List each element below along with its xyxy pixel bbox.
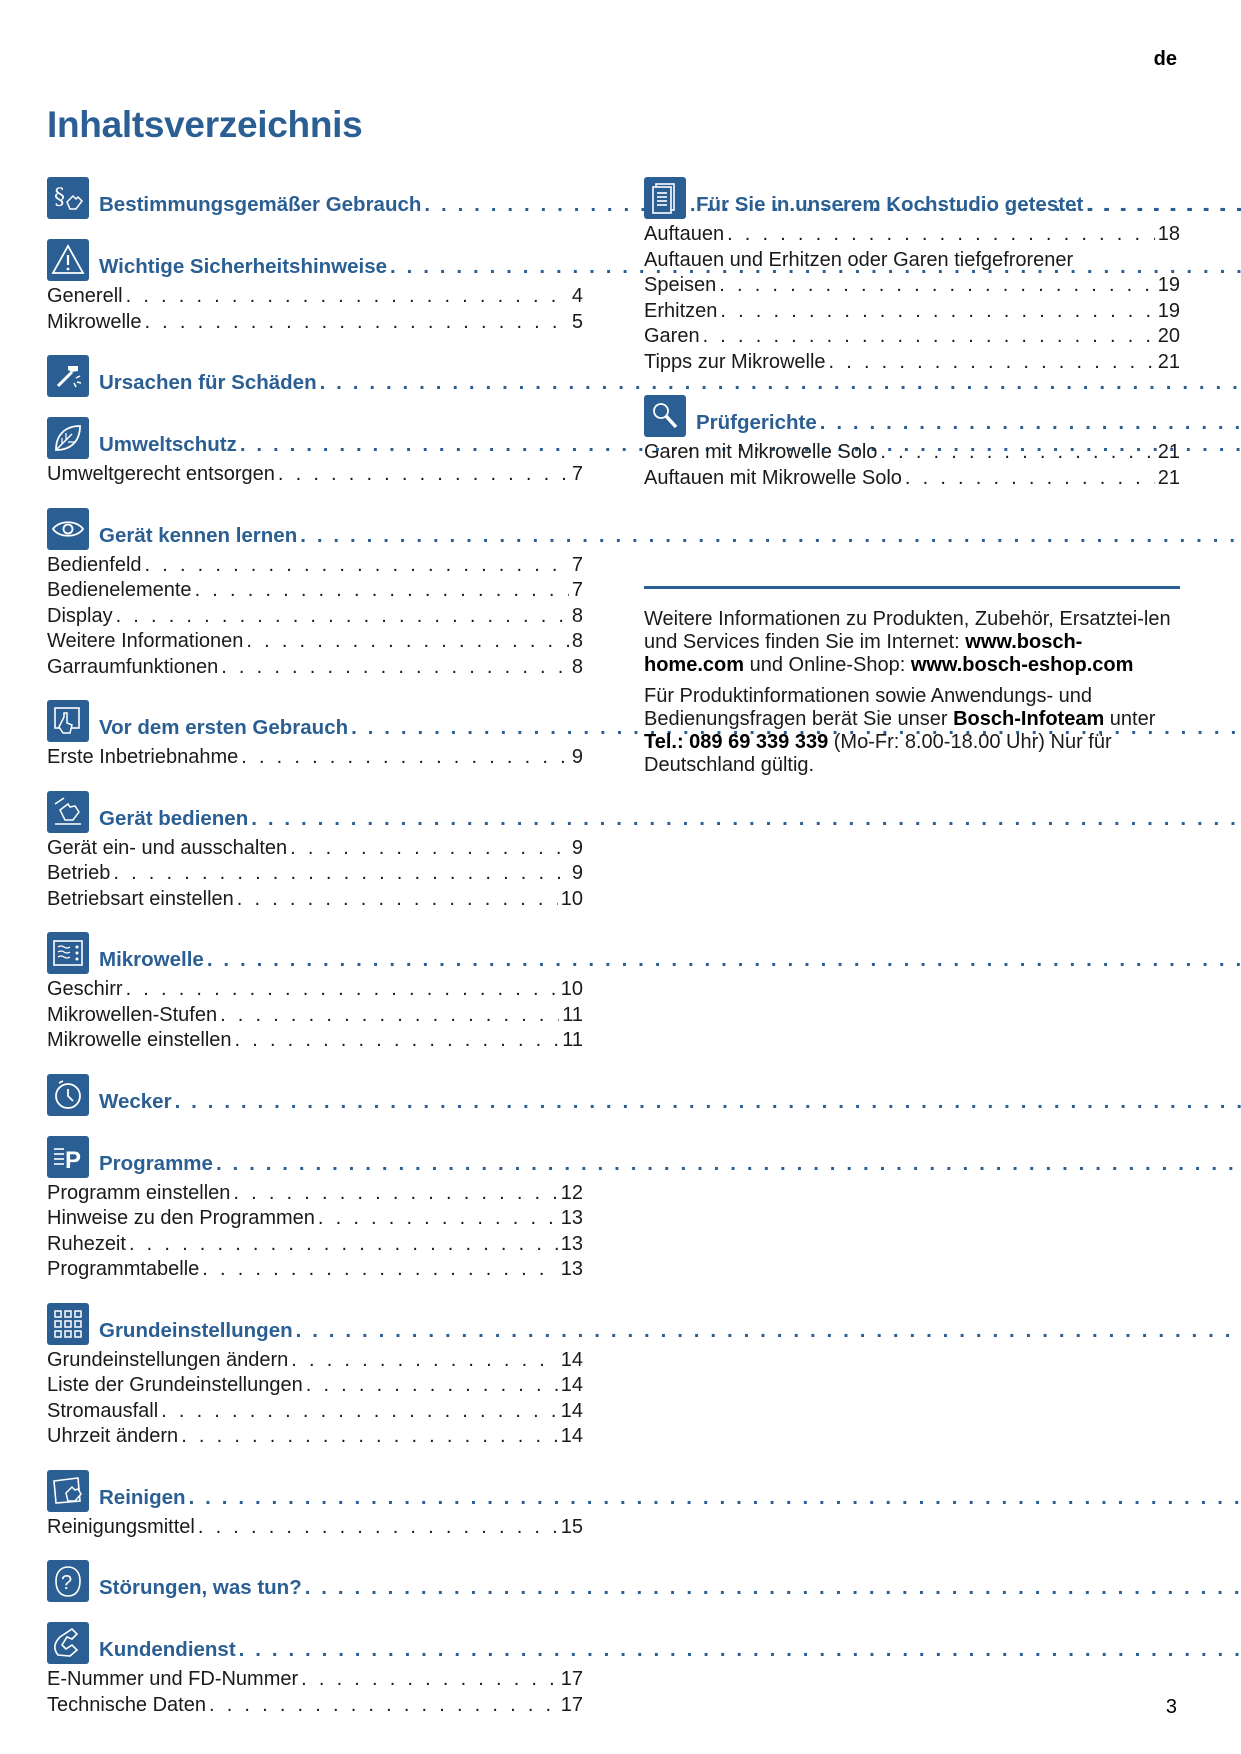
entry-label: Umweltgerecht entsorgen [47,463,275,485]
section-title: Bestimmungsgemäßer Gebrauch [99,193,422,216]
entry-label: Garraumfunktionen [47,655,219,678]
entry-page: 9 [571,862,583,884]
question-icon [47,1560,89,1602]
toc-entry[interactable] [47,578,583,604]
section-heading[interactable] [47,1134,583,1178]
entry-page: 8 [571,630,583,652]
magnifier-icon [644,395,686,437]
toc-entry[interactable]: Erhitzen . . . 19 [644,299,1180,325]
toc-section [47,1072,583,1116]
info-paragraph-hotline: Für Produktinformationen sowie Anwendungs- und Bedienungsfragen berät Sie unser Bosch-Infoteam unter Tel.: 089 69 339 339 (Mo-Fr: 8.00-18.00 Uhr) Nur für Deutschland gültig. [644,685,1156,776]
toc-entry[interactable] [47,553,583,579]
entry-page: 13 [560,1258,583,1280]
entry-page: 13 [560,1207,583,1229]
toc-section [47,1134,583,1283]
toc-section [47,415,583,488]
entry-label: Programmtabelle [47,1258,200,1280]
entry-label: Liste der Grundeinstellungen [47,1374,303,1396]
entry-page: 8 [571,655,583,678]
section-title: Prüfgerichte [696,411,817,434]
toc-entry-line[interactable]: Auftauen und Erhitzen oder Garen tiefgefrorener [644,248,1074,271]
entry-label: Uhrzeit ändern [47,1425,179,1447]
toc-entry[interactable] [47,1424,583,1450]
section-heading[interactable] [47,1301,583,1345]
eye-icon [47,508,89,550]
entry-page: 9 [571,836,583,859]
toc-entry[interactable] [47,1693,583,1719]
toc-section [47,1301,583,1450]
entry-label: Geschirr [47,978,123,1000]
grid-icon [47,1303,89,1345]
microwave-icon [47,932,89,974]
toc-entry[interactable] [47,1206,583,1232]
section-title: Gerät kennen lernen [99,523,298,547]
section-title: Kundendienst [99,1638,236,1661]
entry-label: Betriebsart einstellen [47,887,234,910]
toc-entry[interactable] [47,462,583,488]
toc-section [47,175,583,219]
toc-entry[interactable] [47,745,583,771]
toc-entry[interactable] [47,977,583,1003]
section-title: Ursachen für Schäden [99,371,317,394]
entry-page: 14 [560,1399,583,1422]
svg-text:§: § [54,185,65,210]
toc-left-column [47,175,583,1736]
info-paragraph-web: Weitere Informationen zu Produkten, Zubehör, Ersatztei-len und Services finden Sie im Internet: www.bosch-home.com und Online-Shop: www.bosch-eshop.com [644,608,1171,676]
paragraph-hand-icon [47,177,89,219]
entry-label: Mikrowellen-Stufen [47,1003,218,1026]
link-bosch-home[interactable]: www.bosch-home.com [644,631,1083,676]
toc-entry[interactable]: Speisen . . . 19 [644,273,1180,299]
entry-label: Mikrowelle einstellen [47,1029,232,1051]
cleaning-icon [47,1470,89,1512]
section-heading[interactable] [47,237,583,281]
toc-entry[interactable] [47,1232,583,1258]
entry-page: 10 [560,978,583,1000]
toc-entry[interactable] [47,1257,583,1283]
entry-page: 14 [560,1425,583,1447]
section-title: Reinigen [99,1485,186,1509]
toc-section-kochstudio [644,175,1180,375]
section-heading[interactable] [47,930,583,974]
entry-page: 9 [571,746,583,768]
entry-page: 4 [571,285,583,307]
toc-entry[interactable] [47,861,583,887]
toc-entry[interactable] [47,1373,583,1399]
first-use-icon [47,700,89,742]
info-text [644,608,1180,785]
toc-section-pruefgerichte [644,393,1180,491]
toc-section [47,789,583,913]
toc-entry[interactable]: Garen mit Mikrowelle Solo . . . 21 [644,440,1180,466]
entry-page: 12 [560,1181,583,1204]
section-heading[interactable] [47,698,583,742]
entry-label: Display [47,604,113,627]
entry-page: 11 [562,1029,583,1051]
leaf-icon [47,417,89,459]
entry-label: Gerät ein- und ausschalten [47,836,288,859]
section-heading[interactable] [47,353,583,397]
entry-page: 17 [560,1693,583,1716]
entry-label: Mikrowelle [47,310,142,333]
entry-page: 8 [571,604,583,627]
section-heading[interactable] [47,415,583,459]
section-title: Programme [99,1151,213,1175]
section-title: Mikrowelle [99,948,204,971]
toc-entry[interactable] [47,310,583,336]
entry-page: 11 [562,1003,583,1026]
section-title: Wecker [99,1089,172,1113]
entry-label: Programm einstellen [47,1181,231,1204]
entry-page: 13 [560,1232,583,1255]
section-title: Wichtige Sicherheitshinweise [99,255,388,278]
hammer-icon [47,355,89,397]
toc-section [47,1620,583,1718]
warning-triangle-icon [47,239,89,281]
toc-entry[interactable]: Auftauen mit Mikrowelle Solo . . . 21 [644,466,1180,492]
entry-label: Generell [47,285,123,307]
section-heading[interactable] [47,1468,583,1512]
toc-section [47,1558,583,1602]
page-number: 3 [1165,1696,1177,1718]
section-heading[interactable] [47,1072,583,1116]
entry-label: Bedienelemente [47,579,192,601]
section-heading[interactable] [47,1620,583,1664]
section-heading[interactable] [47,1558,583,1602]
section-title: Gerät bedienen [99,806,249,830]
toc-section [47,237,583,335]
toc-entry[interactable] [47,887,583,913]
toc-right-column [644,175,1180,509]
phone-icon [47,1622,89,1664]
entry-page: 7 [571,463,583,485]
section-title: Vor dem ersten Gebrauch [99,716,349,739]
toc-entry[interactable] [47,1003,583,1029]
toc-section [47,1468,583,1541]
toc-entry[interactable] [47,1181,583,1207]
entry-page: 5 [571,310,583,333]
section-heading[interactable] [47,175,583,219]
entry-label: Stromausfall [47,1399,159,1422]
entry-page: 7 [571,553,583,576]
toc-section [47,506,583,681]
entry-page: 14 [560,1348,583,1371]
toc-entry[interactable] [47,655,583,681]
operate-hand-icon [47,791,89,833]
entry-page: 17 [560,1668,583,1690]
toc-entry[interactable] [47,604,583,630]
program-p-icon [47,1136,89,1178]
entry-label: Technische Daten [47,1693,206,1716]
section-title: Störungen, was tun? [99,1576,302,1599]
toc-entry[interactable] [47,1348,583,1374]
section-divider [644,586,1180,589]
toc-entry[interactable]: Tipps zur Mikrowelle . . . 21 [644,350,1180,376]
toc-section [47,353,583,397]
hotline-number: Tel.: 089 69 339 339 [644,731,829,753]
entry-page: 7 [571,579,583,601]
entry-label: Bedienfeld [47,553,142,576]
section-heading[interactable] [47,789,583,833]
entry-page: 15 [560,1515,583,1538]
toc-entry[interactable] [47,1399,583,1425]
section-title: Umweltschutz [99,433,237,456]
clock-icon [47,1074,89,1116]
toc-section [47,930,583,1054]
link-bosch-eshop[interactable]: www.bosch-eshop.com [910,654,1134,676]
section-heading[interactable] [644,175,1180,219]
language-code: de [1153,48,1177,70]
section-title: Für Sie in unserem Kochstudio getestet [696,193,1084,216]
entry-label: Hinweise zu den Programmen [47,1207,315,1229]
toc-entry[interactable] [47,1515,583,1541]
section-heading[interactable] [644,393,1180,437]
entry-label: Weitere Informationen [47,630,244,652]
svg-text:?: ? [61,1572,73,1594]
toc-entry[interactable] [47,1667,583,1693]
section-title: Grundeinstellungen [99,1318,293,1342]
document-icon [644,177,686,219]
entry-label: E-Nummer und FD-Nummer [47,1668,299,1690]
section-heading[interactable] [47,506,583,550]
entry-label: Grundeinstellungen ändern [47,1348,289,1371]
entry-page: 10 [560,887,583,910]
page-title: Inhaltsverzeichnis [47,104,363,145]
toc-entry[interactable]: Auftauen . . . 18 [644,222,1180,248]
entry-label: Reinigungsmittel [47,1515,195,1538]
entry-label: Ruhezeit [47,1232,126,1255]
entry-page: 14 [560,1374,583,1396]
toc-entry[interactable] [47,284,583,310]
toc-section [47,698,583,771]
toc-entry[interactable] [47,629,583,655]
toc-entry[interactable]: Garen . . . 20 [644,324,1180,350]
svg-text:P: P [65,1146,82,1174]
entry-label: Betrieb [47,862,111,884]
toc-entry[interactable] [47,1028,583,1054]
entry-label: Erste Inbetriebnahme [47,746,239,768]
toc-entry[interactable] [47,836,583,862]
